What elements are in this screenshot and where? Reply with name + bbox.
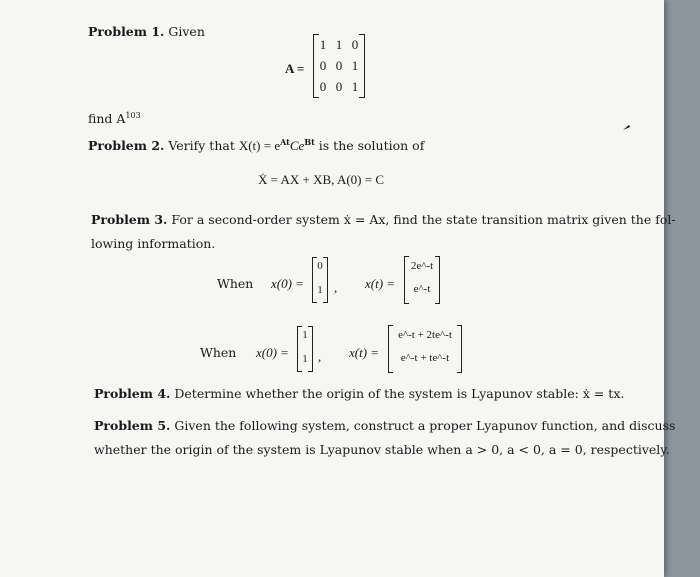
matrix-a-cell: 0 [351,37,359,52]
problem-3-line1 [91,212,676,227]
matrix-a-cell: 1 [319,37,327,52]
problem-1-heading: Problem 1. [88,24,165,39]
problem-3-text-1: For a second-order system ẋ = Ax, find the state transition matrix given the fol- [171,212,676,227]
x0-vector-2-entry: 1 [302,329,308,341]
x0-label-1: x(0) = [271,276,304,291]
x0-vector-1-entry: 1 [317,284,323,296]
problem-5-line2: whether the origin of the system is Lyapunov stable when a > 0, a < 0, a = 0, respectively. [94,442,670,457]
matrix-a-cell: 1 [351,79,359,94]
comma-1: , [334,280,338,295]
problem-4-text: Determine whether the origin of the system is Lyapunov stable: ẋ = tx. [174,386,625,401]
problem-2-exp-at: At [280,136,290,147]
matrix-a-label: A = [285,61,305,76]
problem-2-heading: Problem 2. [88,138,165,153]
problem-5-text-1: Given the following system, construct a proper Lyapunov function, and discuss [174,418,676,433]
problem-1-title [88,24,205,39]
matrix-a-cell: 0 [335,58,343,73]
matrix-a-cell: 0 [335,79,343,94]
when-label-1: When [217,276,254,291]
find-exponent: 103 [125,110,141,120]
problem-2-c-mid: Ce [289,138,305,153]
when-label-2: When [200,345,237,360]
matrix-a-cell: 0 [319,79,327,94]
xt-label-2: x(t) = [349,345,380,360]
xt-vector-1 [404,256,440,304]
x0-vector-2-entry: 1 [302,353,308,365]
problem-2-exp-bt: Bt [304,136,315,147]
find-a-power [88,111,141,126]
x0-vector-1-entry: 0 [317,260,323,272]
problem-2-text-b: is the solution of [318,138,425,153]
xt-vector-1-entry: e^-t [413,283,431,295]
x0-label-2: x(0) = [256,345,289,360]
xt-vector-2-entry: e^-t + 2te^-t [398,329,452,341]
problem-3-heading: Problem 3. [91,212,168,227]
problem-4 [94,386,624,401]
matrix-a [313,34,365,98]
x0-vector-2 [297,326,313,372]
problem-1-intro: Given [168,24,205,39]
problem-2-text-a: Verify that [168,138,235,153]
xt-vector-2 [388,325,462,373]
matrix-a-cell: 1 [351,58,359,73]
xt-vector-2-entry: e^-t + te^-t [400,352,450,364]
problem-5-line1 [94,418,675,433]
problem-4-heading: Problem 4. [94,386,171,401]
comma-2: , [318,349,322,364]
problem-2-xt: X(t) = e [238,138,281,153]
problem-5-heading: Problem 5. [94,418,171,433]
xt-label-1: x(t) = [365,276,396,291]
xt-vector-1-entry: 2e^-t [410,260,434,272]
problem-2-title [88,138,424,154]
x0-vector-1 [312,257,328,303]
find-text: find A [88,111,126,126]
problem-2-equation: Ẋ = AX + XB, A(0) = C [258,172,385,187]
matrix-a-cell: 1 [335,37,343,52]
problem-3-line2: lowing information. [91,236,216,251]
matrix-a-cell: 0 [319,58,327,73]
pen-mark-icon [622,122,632,132]
